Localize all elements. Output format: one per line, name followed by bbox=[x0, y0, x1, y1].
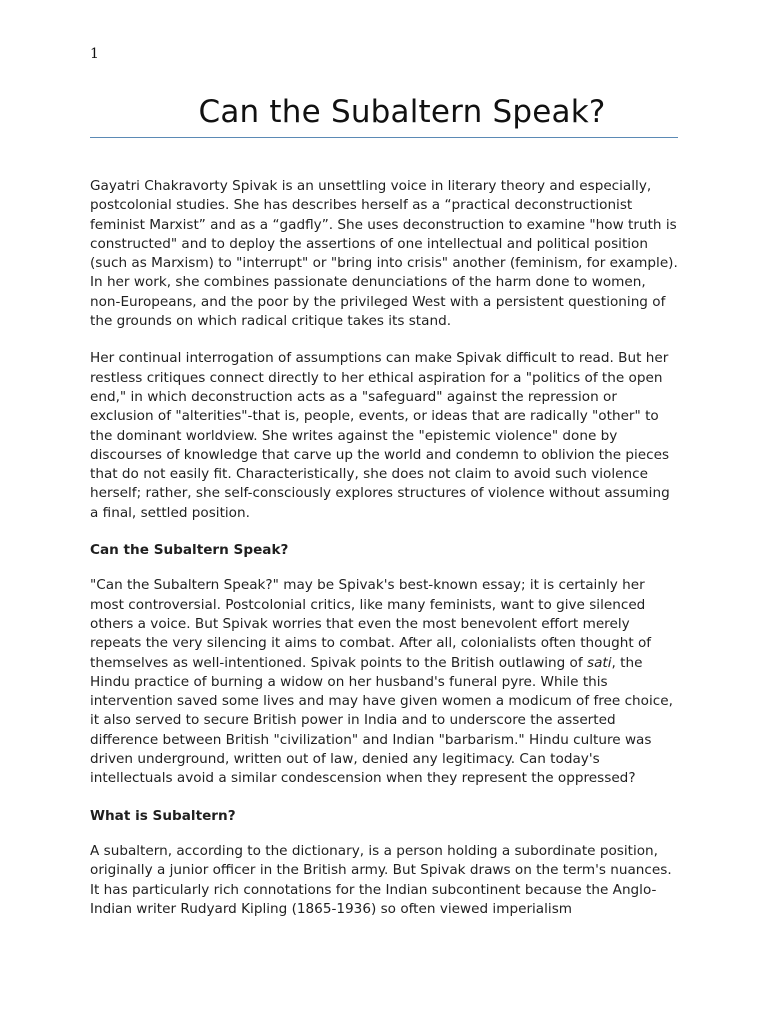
paragraph-subaltern-definition: A subaltern, according to the dictionary, is a person holding a subordinate position, originally a junior officer in the British army. But Spivak draws on the term's nuances. It has particularly rich connotations for the Indian subcontinent because the Anglo-Indian writer Rudyard Kipling (1865-1936) so often viewed imperialism bbox=[90, 842, 672, 917]
paragraph-essay bbox=[90, 576, 680, 788]
title-underline-rule bbox=[90, 137, 678, 138]
paragraph-interrogation: Her continual interrogation of assumptions can make Spivak difficult to read. But her restless critiques connect directly to her ethical aspiration for a "politics of the open end," in which deconstruction acts as a "safeguard" against the repression or exclusion of "alterities"-that is, people, events, or ideas that are radically "other" to the dominant worldview. She writes against the "epistemic violence" done by discourses of knowledge that carve up the world and condemn to oblivion the pieces that do not easily fit. Characteristically, she does not claim to avoid such violence herself; rather, she self-consciously explores structures of violence without assuming a final, settled position. bbox=[90, 350, 670, 521]
section-heading-what-is-subaltern: What is Subaltern? bbox=[90, 807, 236, 824]
page-number: 1 bbox=[90, 46, 99, 62]
sati-italic-term: sati bbox=[586, 654, 612, 671]
paragraph-essay-part2: , the Hindu practice of burning a widow on her husband's funeral pyre. While this intervention saved some lives and may have given women a modicum of free choice, it also served to secure British power in India and to underscore the asserted difference between British "civilization" and Indian "barbarism." Hindu culture was driven underground, written out of law, denied any legitimacy. Can today's intellectuals avoid a similar condescension when they represent the oppressed? bbox=[90, 654, 673, 787]
paragraph-intro: Gayatri Chakravorty Spivak is an unsettling voice in literary theory and especially, postcolonial studies. She has describes herself as a “practical deconstructionist feminist Marxist” and as a “gadfly”. She uses deconstruction to examine "how truth is constructed" and to deploy the assertions of one intellectual and political position (such as Marxism) to "interrupt" or "bring into crisis" another (feminism, for example). In her work, she combines passionate denunciations of the harm done to women, non-Europeans, and the poor by the privileged West with a persistent questioning of the grounds on which radical critique takes its stand. bbox=[90, 178, 678, 330]
document-body bbox=[90, 177, 680, 937]
document-title: Can the Subaltern Speak? bbox=[198, 94, 606, 130]
paragraph-essay-part1: "Can the Subaltern Speak?" may be Spivak's best-known essay; it is certainly her most controversial. Postcolonial critics, like many feminists, want to give silenced others a voice. But Spivak worries that even the most benevolent effort merely repeats the very silencing it aims to combat. After all, colonialists often thought of themselves as well-intentioned. Spivak points to the British outlawing of bbox=[90, 577, 652, 671]
section-heading-can-the-subaltern-speak: Can the Subaltern Speak? bbox=[90, 542, 289, 559]
